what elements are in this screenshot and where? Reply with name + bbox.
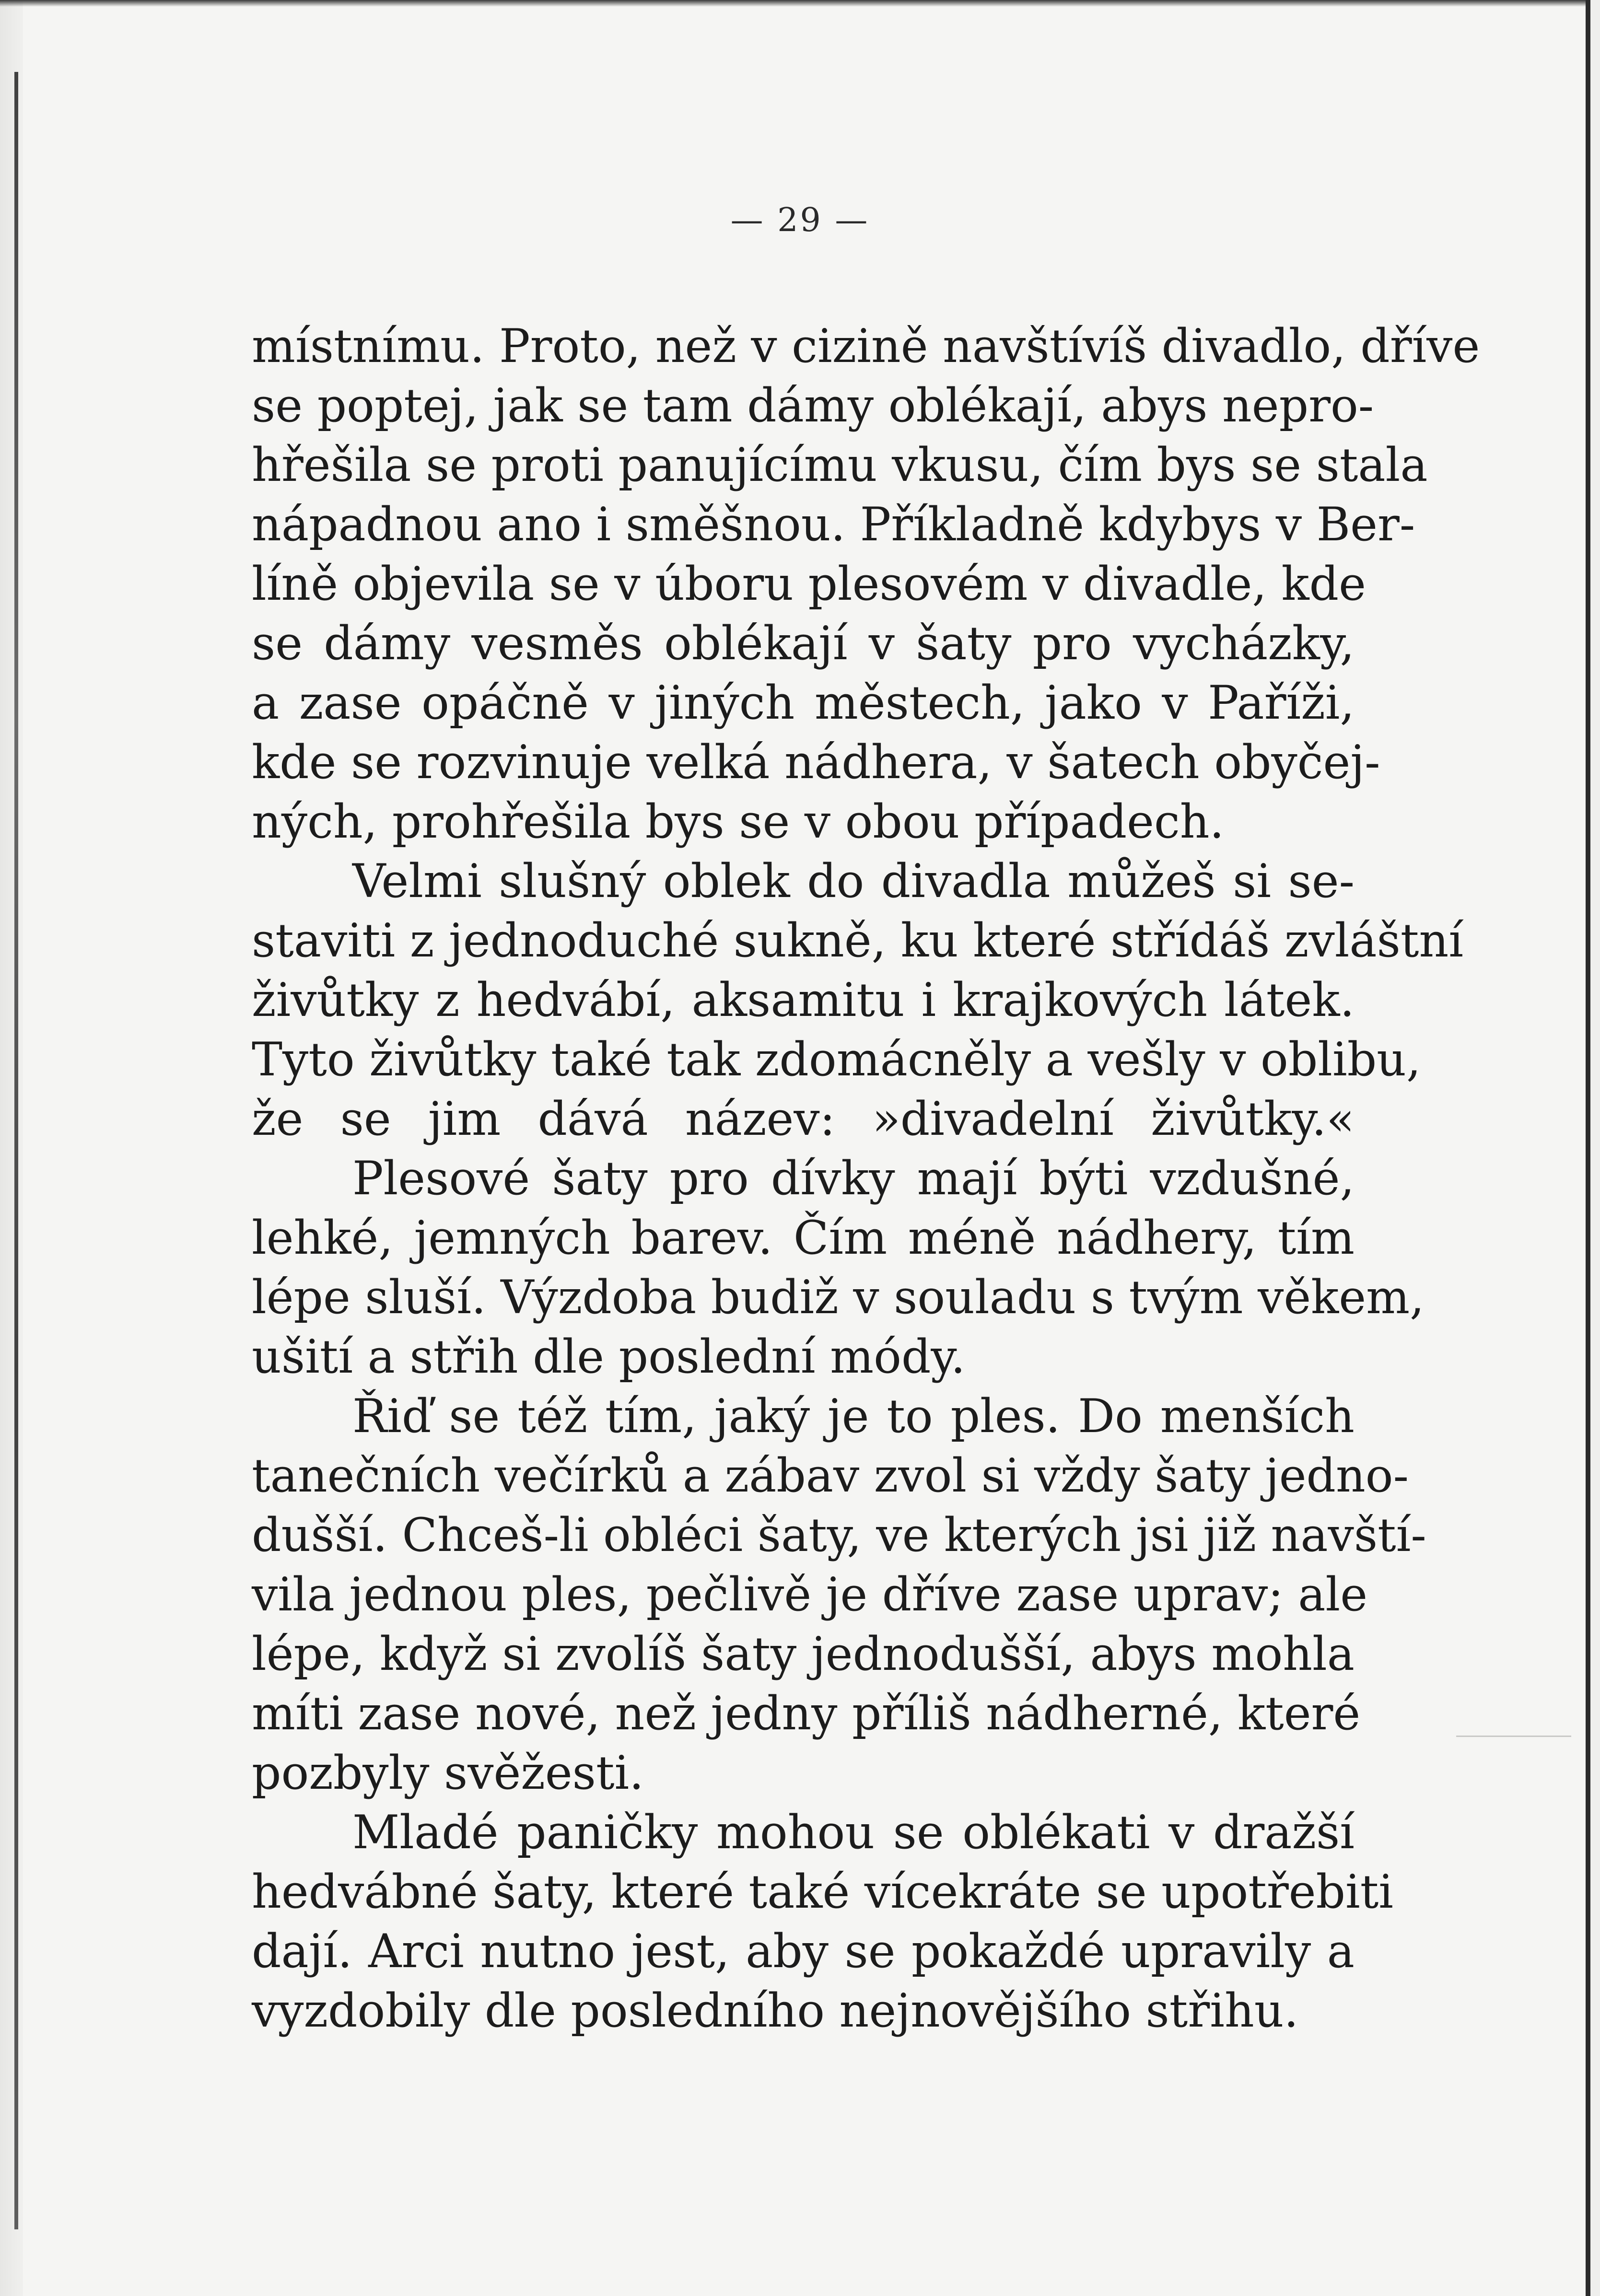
page-right-margin	[1590, 0, 1600, 2296]
text-line: a zase opáčně v jiných městech, jako v Paříži,	[252, 676, 1355, 730]
text-line: tanečních večírků a zábav zvol si vždy šaty jedno-	[252, 1449, 1409, 1503]
text-line: hřešila se proti panujícímu vkusu, čím bys se stala	[252, 438, 1428, 492]
binding-shadow	[14, 72, 18, 2229]
margin-rule	[1456, 1736, 1571, 1737]
text-line: Velmi slušný oblek do divadla můžeš si se-	[352, 854, 1355, 908]
text-line: staviti z jednoduché sukně, ku které střídáš zvláštní	[252, 914, 1464, 967]
text-line: nápadnou ano i směšnou. Příkladně kdybys v Ber-	[252, 498, 1415, 551]
text-line: dušší. Chceš-li obléci šaty, ve kterých jsi již navští-	[252, 1508, 1426, 1562]
text-line: že se jim dává název: »divadelní živůtky.«	[252, 1092, 1355, 1146]
text-line: ných, prohřešila bys se v obou případech.	[252, 795, 1225, 849]
text-line: líně objevila se v úboru plesovém v divadle, kde	[252, 557, 1366, 611]
text-line: Mladé paničky mohou se oblékati v dražší	[352, 1806, 1355, 1859]
text-line: kde se rozvinuje velká nádhera, v šatech obyčej-	[252, 735, 1380, 789]
text-line: dají. Arci nutno jest, aby se pokaždé upravily a	[252, 1924, 1355, 1978]
text-line: lépe, když si zvolíš šaty jednodušší, abys mohla	[252, 1627, 1355, 1681]
text-line: se dámy vesměs oblékají v šaty pro vycházky,	[252, 617, 1355, 670]
page-top-edge	[0, 0, 1600, 7]
text-line: Řiď se též tím, jaký je to ples. Do menších	[352, 1389, 1355, 1443]
text-line: živůtky z hedvábí, aksamitu i krajkových látek.	[252, 973, 1355, 1027]
body-text	[252, 316, 1480, 2040]
text-line: místnímu. Proto, než v cizině navštívíš divadlo, dříve	[252, 319, 1480, 373]
text-line: ušití a střih dle poslední módy.	[252, 1330, 966, 1384]
text-line: vyzdobily dle posledního nejnovějšího střihu.	[252, 1984, 1299, 2038]
text-line: lépe sluší. Výzdoba budiž v souladu s tvým věkem,	[252, 1270, 1425, 1324]
text-line: Plesové šaty pro dívky mají býti vzdušné,	[352, 1152, 1355, 1205]
page-left-edge	[0, 0, 23, 2296]
text-line: Tyto živůtky také tak zdomácněly a vešly v oblibu,	[252, 1033, 1421, 1086]
text-line: se poptej, jak se tam dámy oblékají, abys nepro-	[252, 379, 1374, 432]
text-line: vila jednou ples, pečlivě je dříve zase uprav; ale	[252, 1568, 1368, 1621]
page-number: — 29 —	[730, 201, 870, 239]
page-right-edge	[1586, 0, 1590, 2296]
text-line: hedvábné šaty, které také vícekráte se upotřebiti	[252, 1865, 1393, 1919]
text-line: pozbyly svěžesti.	[252, 1746, 644, 1800]
text-line: lehké, jemných barev. Čím méně nádhery, tím	[252, 1211, 1355, 1265]
text-line: míti zase nové, než jedny příliš nádherné, které	[252, 1687, 1361, 1740]
